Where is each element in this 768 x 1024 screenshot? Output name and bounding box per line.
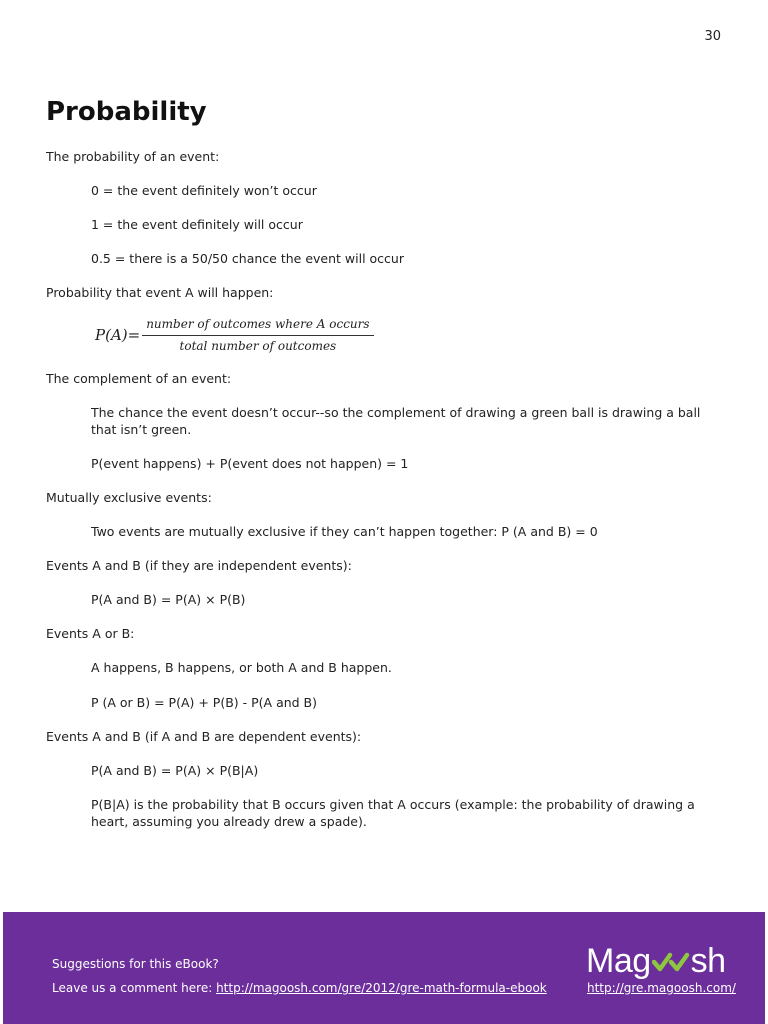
dependent-formula: P(A and B) = P(A) × P(B|A) [91,763,259,778]
independent-label: Events A and B (if they are independent events): [46,558,352,573]
page-number: 30 [704,29,721,44]
footer-suggestions: Suggestions for this eBook? [52,957,219,971]
probability-half: 0.5 = there is a 50/50 chance the event will occur [91,251,404,266]
logo-checkmarks-icon [652,950,690,974]
magoosh-logo [586,942,726,981]
complement-description: The chance the event doesn’t occur--so the complement of drawing a green ball is drawing a ball that isn’t green. [91,405,701,437]
formula-denominator: total number of outcomes [179,339,337,353]
main-content [46,96,706,830]
footer-comment [52,981,547,995]
site-link[interactable]: http://gre.magoosh.com/ [587,981,736,995]
event-a-label: Probability that event A will happen: [46,285,274,300]
mutex-label: Mutually exclusive events: [46,490,212,505]
mutex-description: Two events are mutually exclusive if they can’t happen together: P (A and B) = 0 [91,524,598,539]
ebook-comment-link[interactable]: http://magoosh.com/gre/2012/gre-math-formula-ebook [216,981,547,995]
footer-comment-prefix: Leave us a comment here: [52,981,217,995]
probability-zero: 0 = the event definitely won’t occur [91,183,317,198]
formula-numerator: number of outcomes where A occurs [142,316,373,336]
dependent-description: P(B|A) is the probability that B occurs given that A occurs (example: the probability of drawing a heart, assuming you already drew a spade). [91,797,695,829]
probability-one: 1 = the event definitely will occur [91,217,303,232]
formula-fraction [142,316,373,355]
complement-label: The complement of an event: [46,371,232,386]
probability-formula [95,316,706,355]
or-label: Events A or B: [46,626,135,641]
complement-formula: P(event happens) + P(event does not happen) = 1 [91,456,409,471]
dependent-label: Events A and B (if A and B are dependent events): [46,729,362,744]
logo-text-right: sh [690,942,726,980]
formula-lhs: P(A)= [95,326,141,344]
intro-label: The probability of an event: [46,149,220,164]
page-title: Probability [46,97,207,127]
independent-formula: P(A and B) = P(A) × P(B) [91,592,246,607]
or-formula: P (A or B) = P(A) + P(B) - P(A and B) [91,695,318,710]
or-description: A happens, B happens, or both A and B happen. [91,660,392,675]
logo-text-left: Mag [586,942,651,980]
footer-banner [3,912,765,1024]
